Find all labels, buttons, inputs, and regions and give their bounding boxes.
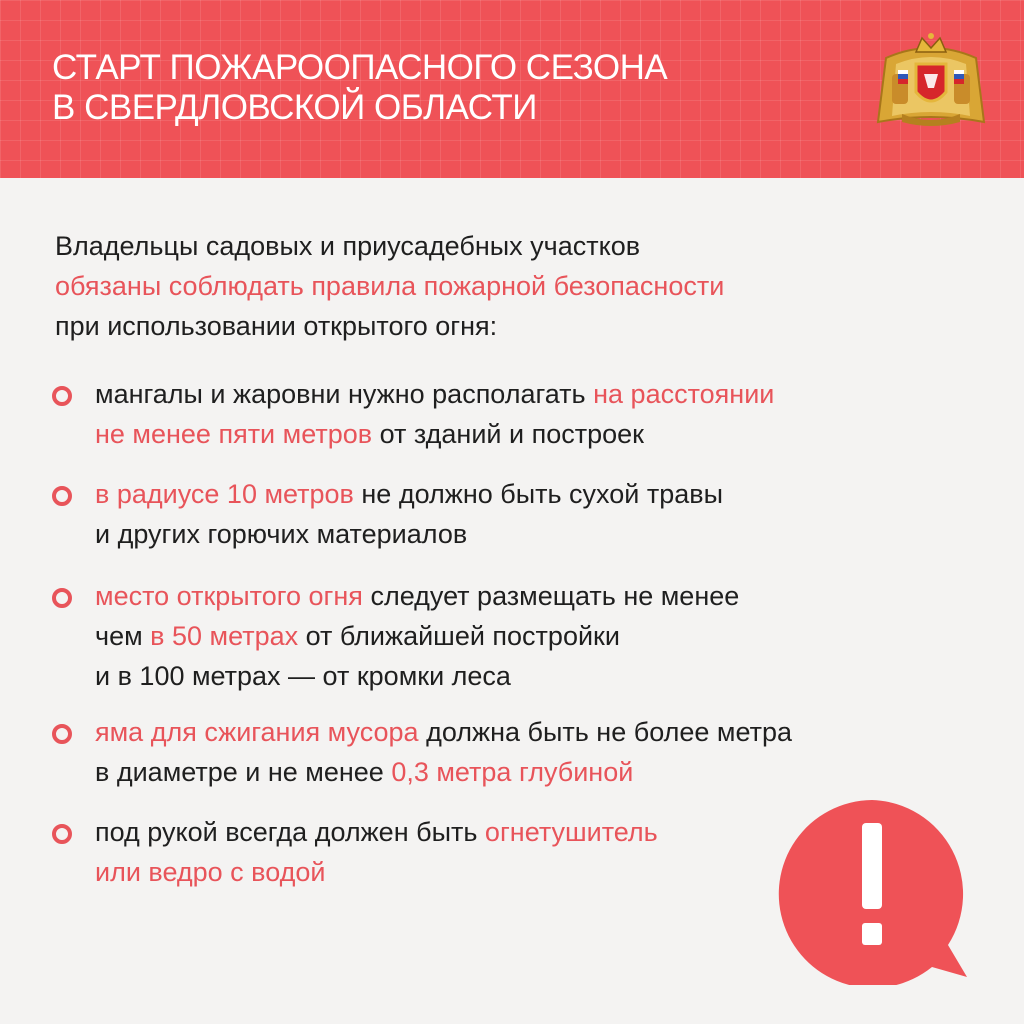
intro-line-3: при использовании открытого огня: xyxy=(55,311,498,341)
intro-line-2: обязаны соблюдать правила пожарной безопасности xyxy=(55,271,725,301)
bullet-icon xyxy=(52,824,72,844)
list-item-text: яма для сжигания мусора должна быть не более метра в диаметре и не менее 0,3 метра глубиной xyxy=(95,717,792,787)
bullet-icon xyxy=(52,724,72,744)
list-item-text: в радиусе 10 метров не должно быть сухой травы и других горючих материалов xyxy=(95,479,723,549)
bullet-icon xyxy=(52,486,72,506)
title-line-2: В СВЕРДЛОВСКОЙ ОБЛАСТИ xyxy=(52,88,537,127)
bullet-icon xyxy=(52,386,72,406)
list-item-text: под рукой всегда должен быть огнетушитель или ведро с водой xyxy=(95,817,658,887)
exclamation-bubble-icon xyxy=(772,795,972,985)
list-item-text: мангалы и жаровни нужно располагать на расстоянии не менее пяти метров от зданий и построек xyxy=(95,379,775,449)
list-item-text: место открытого огня следует размещать не менее чем в 50 метрах от ближайшей постройки и в 100 метрах — от кромки леса xyxy=(95,581,740,691)
intro-line-1: Владельцы садовых и приусадебных участков xyxy=(55,231,641,261)
bullet-icon xyxy=(52,588,72,608)
title-line-1: СТАРТ ПОЖАРООПАСНОГО СЕЗОНА xyxy=(52,48,668,87)
